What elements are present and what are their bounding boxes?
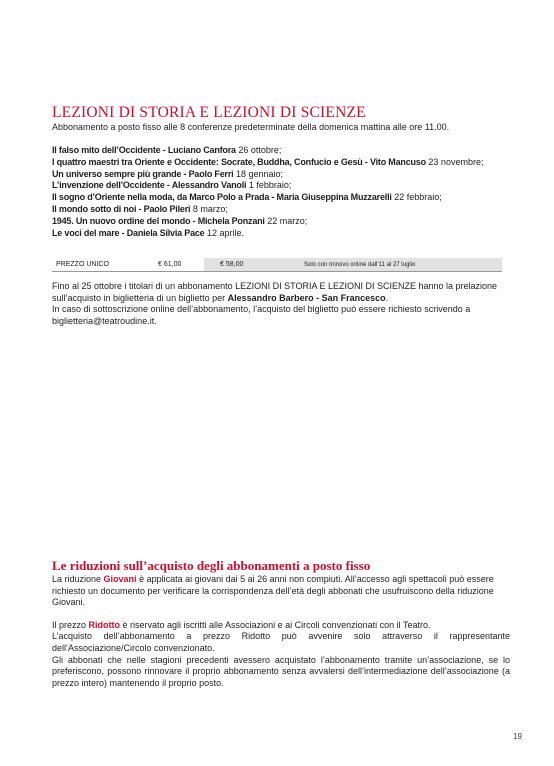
price-label: PREZZO UNICO — [56, 261, 109, 268]
price-full: € 61,00 — [158, 261, 182, 268]
price-renewal-note: Solo con rinnovo online dall’11 al 27 luglio — [304, 261, 416, 268]
list-item: Il sogno d’Oriente nella moda, da Marco Polo a Prada - Maria Giuseppina Muzzarelli 22 febbraio; — [52, 192, 442, 203]
section-title-riduzioni: Le riduzioni sull’acquisto degli abbonamenti a posto fisso — [52, 558, 371, 573]
ridotto-purchase-paragraph: L’acquisto dell’abbonamento a prezzo Ridotto può avvenire solo attraverso il rappresentante dell’Associazione/Circolo convenzionato. — [52, 631, 510, 653]
prelazione-paragraph — [52, 281, 510, 327]
list-item: Un universo sempre più grande - Paolo Ferri 18 gennaio; — [52, 168, 283, 179]
lessons-list — [52, 145, 512, 239]
section-title-lezioni: LEZIONI DI STORIA E LEZIONI DI SCIENZE — [52, 104, 366, 121]
giovani-paragraph: La riduzione Giovani è applicata ai giovani dai 5 ai 26 anni non compiuti. All’accesso agli spettacoli può essere richiesto un documento per verificare la corrispondenza dell’età degli abbonati che usufruiscono della riduzione Giovani. — [52, 574, 494, 608]
list-item: Le voci del mare - Daniela Silvia Pace 12 aprile. — [52, 227, 245, 238]
list-item: L’invenzione dell’Occidente - Alessandro Vanoli 1 febbraio; — [52, 180, 292, 191]
ridotto-paragraph: Il prezzo Ridotto è riservato agli iscritti alle Associazioni e ai Circoli convenzionati con il Teatro. — [52, 619, 431, 630]
list-item: Il falso mito dell’Occidente - Luciano Canfora 26 ottobre; — [52, 145, 282, 155]
online-purchase-text: In caso di sottoscrizione online dell’abbonamento, l’acquisto del biglietto può essere richiesto scrivendo a biglietteria@teatroudine.it. — [52, 304, 471, 326]
riduzioni-body — [52, 574, 510, 689]
renewal-paragraph: Gli abbonati che nelle stagioni precedenti avessero acquistato l’abbonamento tramite un’associazione, se lo preferiscono, possono rinnovare il proprio abbonamento senza avvalersi dell’intermediazione dell’associazione (a prezzo intero) mantenendo il proprio posto. — [52, 654, 510, 688]
price-renewal-cell — [204, 258, 502, 271]
prelazione-text: Fino al 25 ottobre i titolari di un abbonamento LEZIONI DI STORIA E LEZIONI DI SCIENZE hanno la prelazione sull’acquisto in biglietteria di un biglietto per Alessandro Barbero - San Francesco. — [52, 281, 498, 303]
list-item: 1945. Un nuovo ordine del mondo - Michela Ponzani 22 marzo; — [52, 215, 308, 226]
price-renewal: € 58,00 — [220, 261, 244, 268]
page-number: 19 — [513, 732, 522, 741]
list-item: I quattro maestri tra Oriente e Occidente: Socrate, Buddha, Confucio e Gesù - Vito Mancuso 23 novembre; — [52, 156, 484, 167]
list-item: Il mondo sotto di noi - Paolo Pileri 8 marzo; — [52, 203, 228, 214]
price-table-row — [52, 258, 502, 272]
section-subtitle: Abbonamento a posto fisso alle 8 conferenze predeterminate della domenica mattina alle ore 11.00. — [52, 122, 450, 132]
